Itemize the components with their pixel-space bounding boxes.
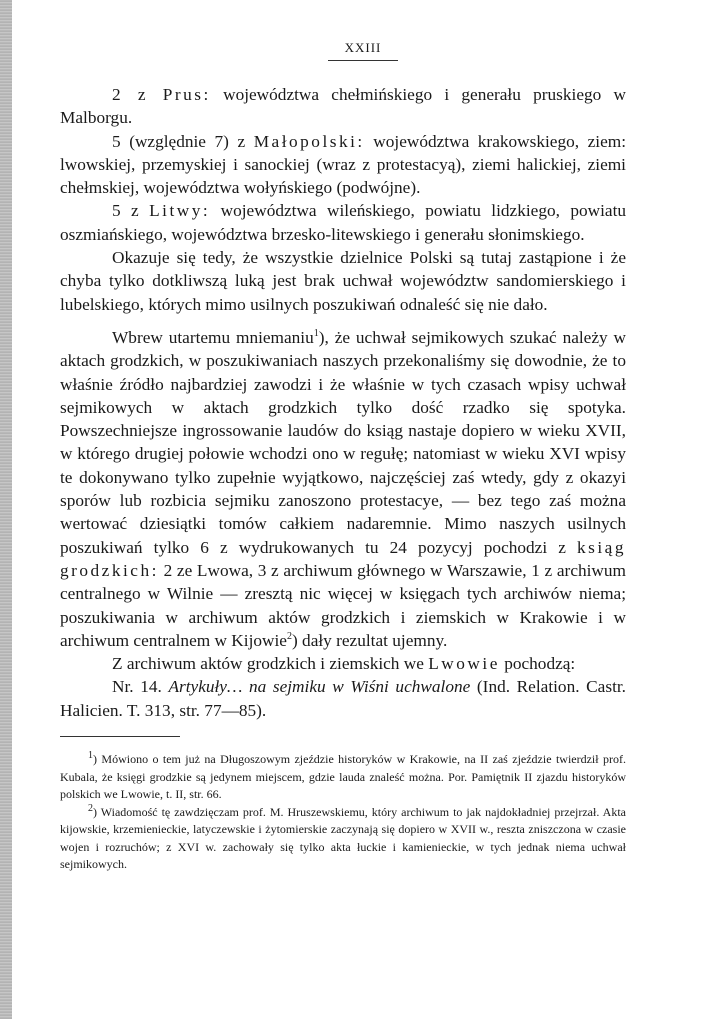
paragraph-pre: Z archiwum aktów grodzkich i ziemskich we — [112, 654, 429, 674]
paragraph-text: województwa chełmińskiego i generału pruskiego w Malborgu. — [60, 85, 627, 128]
paragraph-text: województwa krakowskiego, ziem: lwowskiej, przemyskiej i sanockiej (wraz z protestacyą), ziemi halickiej, ziemi chełmskiej, województwa wołyńskiego (podwójne). — [60, 131, 626, 198]
footnotes — [60, 751, 626, 874]
paragraph-post2: ) dały rezultat ujemny. — [291, 630, 448, 650]
book-page — [60, 40, 626, 874]
paragraph-okazuje: Okazuje się tedy, że wszystkie dzielnice Polski są tutaj zastąpione i że chyba tylko dotkliwszą luką jest brak uchwał województw sandomierskiego i lubelskiego, których mimo usilnych poszukiwań odnaleść się nie dało. — [60, 248, 626, 314]
paragraph-pre: Nr. 14. — [112, 677, 169, 697]
paragraph-wbrew — [60, 326, 626, 652]
paragraph-pre: Wbrew utartemu mniemaniu — [112, 327, 314, 347]
paragraph-post: 2 ze Lwowa, 3 z archiwum głównego w Warszawie, 1 z archiwum centralnego w Wilnie — zresztą nic więcej w księgach tych archiwów niema; poszukiwania w archiwum aktów grodzkich i ziemskich w Krakowie i w archiwum centralnem w Kijowie — [60, 560, 626, 650]
footnote-mark: 2 — [88, 802, 93, 814]
footnote-ref-2[interactable]: 2 — [286, 631, 292, 643]
spaced-term: ksiąg grodzkich: — [60, 537, 626, 580]
footnote-1 — [60, 751, 626, 804]
scan-edge-shadow — [0, 0, 12, 1019]
spaced-term: Lwowie — [428, 654, 500, 674]
paragraph-pre: 5 z — [112, 201, 150, 221]
footnote-mark: 1 — [88, 750, 93, 762]
paragraph-text: ), że uchwał sejmikowych szukać należy w aktach grodzkich, w poszukiwaniach naszych przekonaliśmy się dowodnie, że to właśnie źródło najbardziej zawodzi i że właśnie w tych czasach wpisy uchwał sejmikowych w aktach grodzkich tylko dość rzadko się spotyka. Powszechniejsze ingrossowanie laudów do ksiąg nastaje dopiero w wieku XVII, w którego drugiej połowie wchodzi ono w regułę; natomiast w wieku XVI wpisy te dokonywano tylko zupełnie wyjątkowo, najczęściej zaś wtedy, gdy z okazyi sporów lub rozbicia sejmiku zanoszono protestacye, — bez tego zaś można wertować dziesiątki tomów całkiem nadaremnie. Mimo naszych usilnych poszukiwań tylko 6 z wydrukowanych tu 24 pozycyj pochodzi z — [60, 327, 627, 557]
paragraph-text: województwa wileńskiego, powiatu lidzkiego, powiatu oszmiańskiego, województwa brzesko-litewskiego i generału słonimskiego. — [60, 201, 627, 244]
paragraph-nr14 — [60, 675, 626, 722]
paragraph-malopolska — [60, 130, 626, 200]
document-title: Artykuły… na sejmiku w Wiśni uchwalone — [168, 677, 471, 697]
footnote-text: ) Wiadomość tę zawdzięczam prof. M. Hruszewskiemu, który archiwum to jak najdokładniej przejrzał. Akta kijowskie, krzemienieckie, latyczewskie i żytomierskie zaczynają się dopiero w XVII w., reszta zniszczona w czasie wojen i rozruchów; z XVI w. zachowały się tylko akta łuckie i kamienieckie, w tych jednak niema uchwał sejmikowych. — [60, 804, 626, 872]
paragraph-pre: 5 (względnie 7) z — [112, 131, 254, 151]
page-number: XXIII — [344, 40, 382, 55]
spaced-term: 2 z Prus: — [112, 85, 211, 104]
paragraph-lwow — [60, 652, 626, 675]
header-rule — [328, 60, 398, 61]
footnote-rule — [60, 736, 180, 737]
footnote-ref-1[interactable]: 1 — [313, 328, 319, 340]
paragraph-litwa — [60, 199, 626, 246]
spaced-term: Litwy: — [149, 201, 211, 221]
footnote-text: ) Mówiono o tem już na Długoszowym zjeździe historyków w Krakowie, na II zaś zjeździe twierdził prof. Kubala, że księgi grodzkie są jedynem miejscem, gdzie lauda znaleść można. Por. Pamiętnik II zjazdu historyków polskich we Lwowie, t. II, str. 66. — [60, 752, 626, 802]
paragraph-prus — [60, 83, 626, 130]
main-text — [60, 83, 626, 722]
footnote-2 — [60, 804, 626, 874]
paragraph-text: (Ind. Relation. Castr. Halicien. T. 313, str. 77—85). — [60, 677, 626, 720]
paragraph-text: pochodzą: — [499, 654, 576, 674]
spaced-term: Małopolski: — [253, 131, 365, 151]
